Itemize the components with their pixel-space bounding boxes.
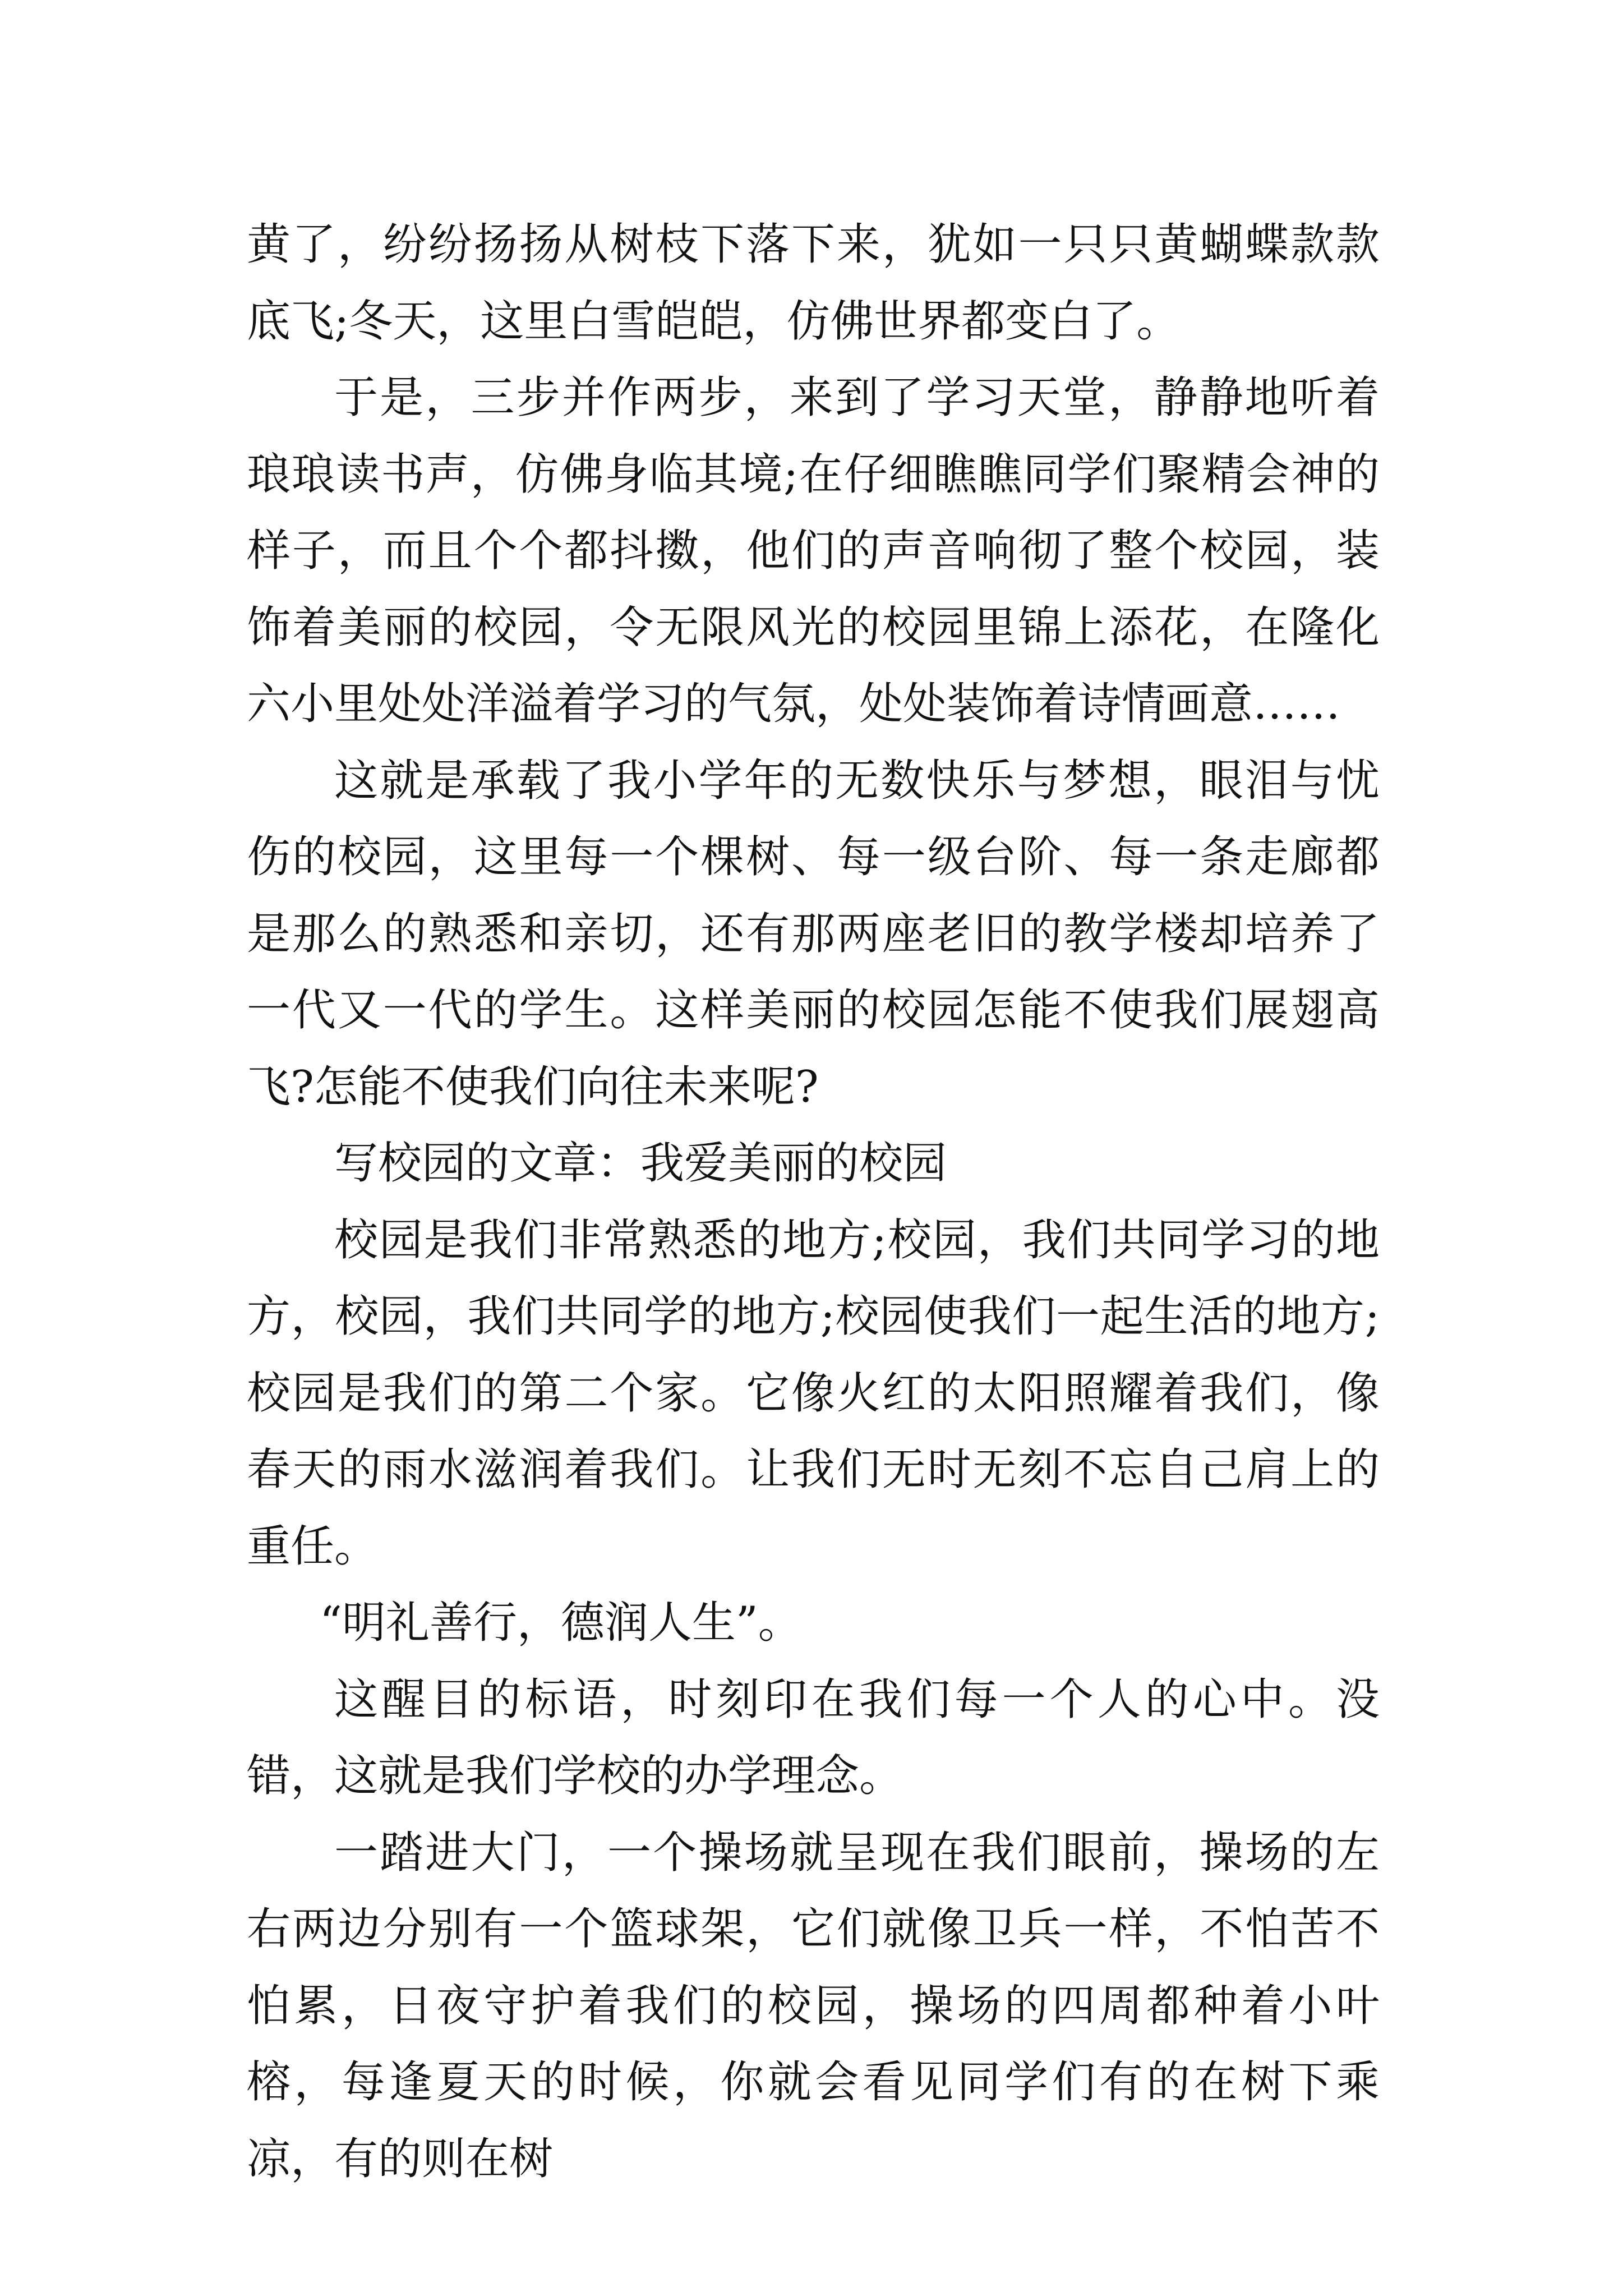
paragraph: 于是，三步并作两步，来到了学习天堂，静静地听着琅琅读书声，仿佛身临其境;在仔细瞧瞧同学们聚精会神的样子，而且个个都抖擞，他们的声音响彻了整个校园，装饰着美丽的校园，令无限风光的校园里锦上添花，在隆化六小里处处洋溢着学习的气氛，处处装饰着诗情画意…… (247, 372, 1380, 729)
paragraph: 这就是承载了我小学年的无数快乐与梦想，眼泪与忧伤的校园，这里每一个棵树、每一级台阶、每一条走廊都是那么的熟悉和亲切，还有那两座老旧的教学楼却培养了一代又一代的学生。这样美丽的校园怎能不使我们展翅高飞?怎能不使我们向往未来呢? (247, 755, 1380, 1112)
paragraph-continued: 黄了，纷纷扬扬从树枝下落下来，犹如一只只黄蝴蝶款款底飞;冬天，这里白雪皑皑，仿佛世界都变白了。 (247, 219, 1380, 347)
article-heading: 写校园的文章：我爱美丽的校园 (334, 1138, 947, 1189)
paragraph: 一踏进大门，一个操场就呈现在我们眼前，操场的左右两边分别有一个篮球架，它们就像卫兵一样，不怕苦不怕累，日夜守护着我们的校园，操场的四周都种着小叶榕，每逢夏天的时候，你就会看见同学们有的在树下乘凉，有的则在树 (247, 1827, 1380, 2184)
paragraph: 这醒目的标语，时刻印在我们每一个人的心中。没错，这就是我们学校的办学理念。 (247, 1674, 1380, 1801)
paragraph: 校园是我们非常熟悉的地方;校园，我们共同学习的地方，校园，我们共同学的地方;校园使我们一起生活的地方;校园是我们的第二个家。它像火红的太阳照耀着我们，像春天的雨水滋润着我们。让我们无时无刻不忘自己肩上的重任。 (247, 1214, 1380, 1572)
document-body (247, 206, 1380, 2197)
slogan-quote: “明礼善行，德润人生”。 (320, 1598, 802, 1648)
